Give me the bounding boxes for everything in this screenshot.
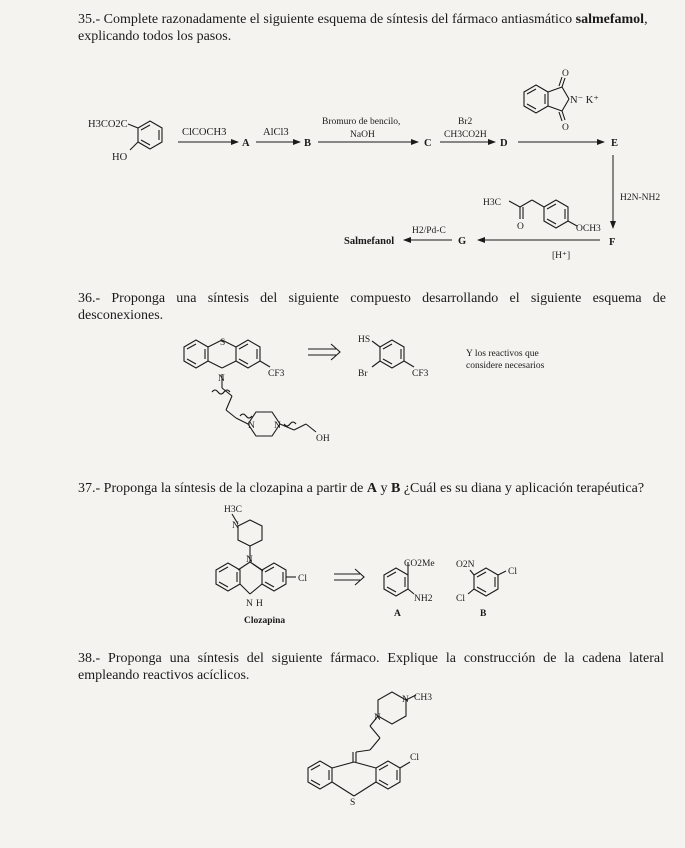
drug-piperazine-nitrogen-1: N	[374, 713, 381, 723]
label-A: A	[366, 481, 377, 496]
reagent-bromine: Br2	[458, 117, 473, 127]
intermediate-B: B	[304, 138, 312, 149]
question-37-number: 37.-	[78, 481, 101, 496]
chloro-label-B-1: Cl	[456, 594, 465, 604]
fragment-A-label: A	[394, 609, 401, 619]
ketone-oxygen-label: O	[517, 222, 524, 232]
question-35: 35.- Complete razonadamente el siguiente esquema de síntesis del fármaco antiasmático salmefamol, explicando todos los pasos.	[78, 12, 648, 44]
intermediate-D: D	[500, 138, 508, 149]
phenothiazine-sulfur: S	[220, 338, 226, 348]
clozapine-methyl-label: H3C	[224, 505, 242, 515]
question-35-number: 35.-	[78, 12, 101, 27]
fragment-B-structure	[468, 568, 506, 596]
reagents-note-line1: Y los reactivos que	[466, 349, 539, 359]
reagent-naoh: NaOH	[350, 130, 375, 140]
methyl-ester-label-A: CO2Me	[404, 559, 435, 569]
question-37: 37.- Proponga la síntesis de la clozapina a partir de A y B ¿Cuál es su diana y aplicación terapéutica?	[78, 481, 645, 496]
reagent-benzyl-bromide: Bromuro de bencilo,	[322, 117, 401, 127]
clozapine-chloro-label: Cl	[298, 574, 307, 584]
methoxy-label: OCH3	[576, 224, 601, 234]
intermediate-G: G	[458, 236, 467, 247]
question-36-text: Proponga una síntesis del siguiente compuesto desarrollando el siguiente esquema de desconexiones.	[78, 291, 666, 323]
intermediate-C: C	[424, 138, 432, 149]
question-35-text: Complete razonadamente el siguiente esquema de síntesis del fármaco antiasmático	[100, 12, 576, 27]
reagent-hydrogenation: H2/Pd-C	[412, 226, 446, 236]
phthalimide-oxygen-top: O	[562, 69, 569, 79]
clozapine-structure	[216, 514, 296, 594]
reagent-acetic-acid: CH3CO2H	[444, 130, 487, 140]
reagents-note-line2: considere necesarios	[466, 361, 545, 371]
intermediate-E: E	[611, 138, 619, 149]
clozapine-nitrogen-2: N	[246, 555, 253, 565]
reagent-aluminium-chloride: AlCl3	[263, 127, 289, 138]
drug-sulfur-label: S	[350, 798, 356, 808]
clozapine-name: Clozapina	[244, 616, 286, 626]
label-B: B	[391, 481, 401, 496]
phthalimide-oxygen-bottom: O	[562, 123, 569, 133]
salicylate-structure	[128, 121, 162, 150]
retrosynthesis-arrow-2	[334, 569, 364, 585]
bromo-label: Br	[358, 369, 368, 379]
question-38-text: Proponga una síntesis del siguiente fármaco. Explique la construcción de la cadena lateral empleando reactivos acíclicos.	[78, 651, 664, 683]
question-36-number: 36.-	[78, 291, 101, 306]
thioxanthene-drug-structure	[308, 692, 416, 796]
trifluoromethyl-label: CF3	[268, 369, 285, 379]
clozapine-amine-nitrogen: N	[246, 599, 253, 609]
trifluoromethyl-label-2: CF3	[412, 369, 429, 379]
ketone-methyl-label: H3C	[483, 198, 501, 208]
piperazine-nitrogen-2: N	[274, 421, 281, 431]
phenothiazine-nitrogen: N	[218, 374, 225, 384]
chloro-label-B-2: Cl	[508, 567, 517, 577]
question-35-line2: explicando todos los pasos.	[78, 29, 232, 44]
reagent-hydrazine: H2N-NH2	[620, 193, 661, 203]
question-38-number: 38.-	[78, 651, 101, 666]
methyl-ester-label: H3CO2C	[88, 119, 128, 130]
drug-methyl-label: CH3	[414, 693, 432, 703]
amine-label-A: NH2	[414, 594, 433, 604]
thiol-label: HS	[358, 335, 371, 345]
hydroxyl-label: HO	[112, 152, 128, 163]
potassium-phthalimide-structure	[524, 77, 569, 121]
product-salmefanol: Salmefanol	[344, 236, 395, 247]
reagent-acid: [H⁺]	[552, 251, 571, 261]
drug-chloro-label: Cl	[410, 753, 419, 763]
reagent-acetyl-chloride: ClCOCH3	[182, 127, 227, 138]
fragment-B-label: B	[480, 609, 487, 619]
drug-name-salmefamol: salmefamol	[575, 12, 645, 27]
clozapine-nitrogen-1: N	[232, 521, 239, 531]
drug-piperazine-nitrogen-2: N	[402, 695, 409, 705]
hydroxyl-label: OH	[316, 434, 330, 444]
piperazine-nitrogen-1: N	[248, 421, 255, 431]
intermediate-A: A	[242, 138, 250, 149]
intermediate-F: F	[609, 237, 616, 248]
clozapine-amine-hydrogen: H	[256, 599, 263, 609]
retrosynthesis-arrow-1	[308, 344, 340, 360]
nitro-label-B: O2N	[456, 560, 475, 570]
phthalimide-potassium-label: N⁻ K⁺	[570, 95, 599, 106]
thiophenol-fragment-structure	[372, 340, 414, 368]
